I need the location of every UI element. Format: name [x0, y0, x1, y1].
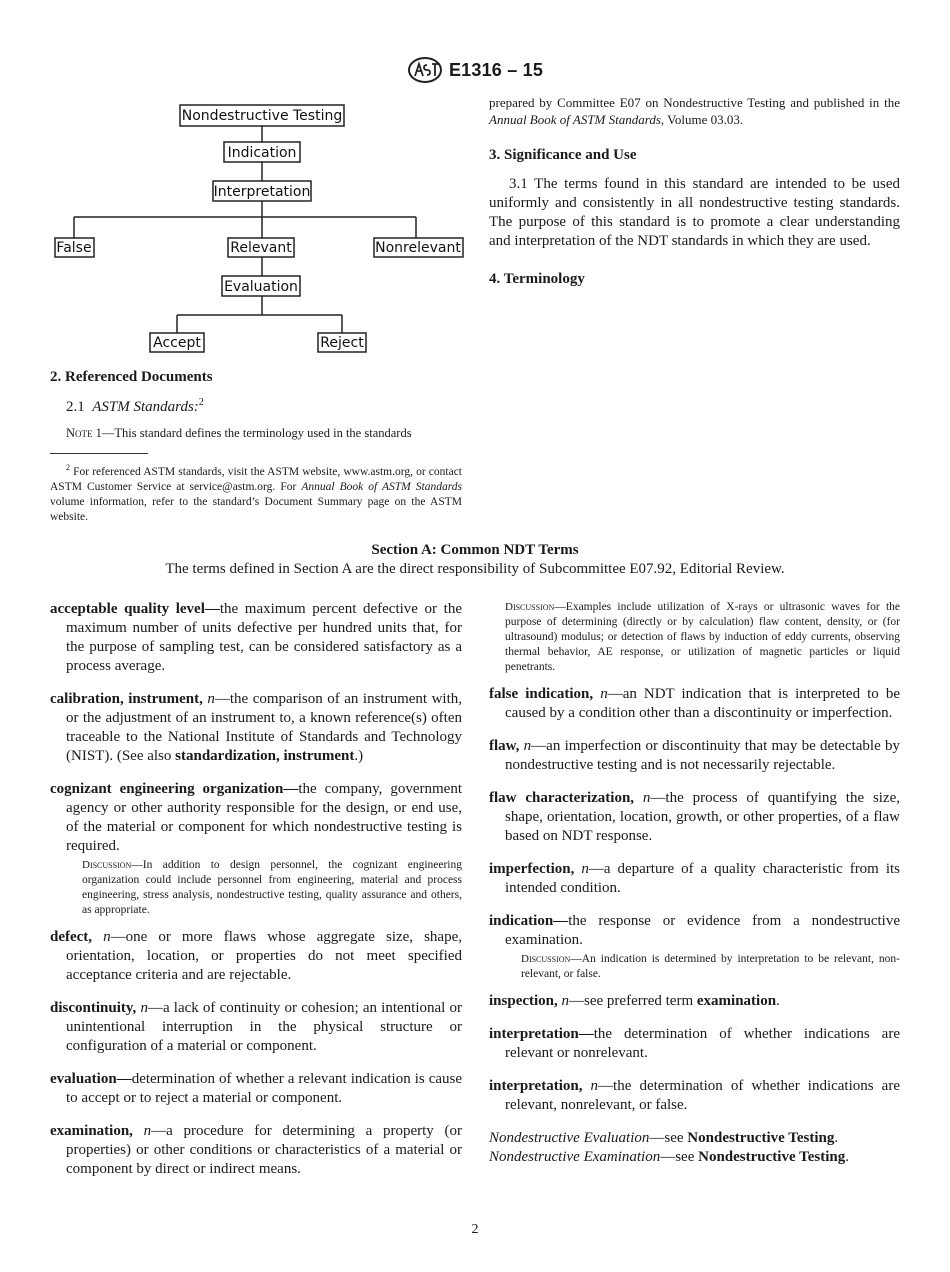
footnote-2: [50, 460, 462, 525]
term-name: calibration, instrument,: [50, 691, 203, 707]
flow-label-nonrelevant: Nonrelevant: [375, 240, 461, 256]
term-nondestructive-evaluation: [489, 1129, 900, 1148]
term-name: imperfection,: [489, 861, 575, 877]
term-definition: determination of whether a relevant indication is cause to accept or to reject a material or component.: [66, 1071, 462, 1106]
discussion-text: —Examples include utilization of X-rays or ultrasonic waves for the purpose of determining (directly or by calculation) flaw content, density, or (for ultrasound) modulus; or detection of flaws by induction of eddy currents, observing thermal behavior, AE response, or utilization of magnetic particles or liquid penetrants.: [505, 601, 900, 673]
discussion-label: Discussion: [521, 953, 571, 965]
term-definition: the response or evidence from a nondestructive examination.: [505, 913, 900, 948]
section-3-1: 3.1 The terms found in this standard are intended to be used uniformly and consistently in all nondestructive testing standards. The purpose of this standard is to promote a clear understanding and interpretation of the NDT standards in which they are used.: [489, 176, 900, 249]
flow-label-relevant: Relevant: [230, 240, 292, 256]
term-definition: —a departure of a quality characteristic from its intended condition.: [505, 861, 900, 896]
terms-right-column: [489, 600, 900, 1167]
term-inspection: [489, 992, 900, 1011]
term-definition: —the process of quantifying the size, shape, orientation, location, growth, or other properties, of a flaw based on NDT response.: [505, 790, 901, 844]
part-of-speech: n: [590, 1078, 599, 1094]
page-number: 2: [471, 1222, 479, 1237]
flow-label-evaluation: Evaluation: [224, 279, 298, 295]
term-name: inspection,: [489, 993, 558, 1009]
part-of-speech: n: [600, 686, 608, 702]
term-definition-end: .: [834, 1130, 839, 1146]
term-definition: —see preferred term: [569, 993, 697, 1009]
footnote-2-text-a: For referenced ASTM standards, visit the ASTM website, www.astm.org, or contact ASTM Customer Service at service@astm.org. For: [50, 465, 462, 493]
footnote-2-marker: 2: [66, 463, 70, 472]
part-of-speech: n: [143, 1123, 152, 1139]
terms-left-column: [50, 600, 462, 1193]
discussion-text: —In addition to design personnel, the cognizant engineering organization could include personnel from engineering, material and process engineering, stress analysis, nondestructive testing, quality assurance and others, as appropriate.: [82, 859, 462, 916]
continuation-text-a: prepared by Committee E07 on Nondestructive Testing and published in the: [489, 95, 900, 110]
part-of-speech: n: [561, 993, 570, 1009]
term-defect: [50, 928, 462, 985]
section-2-1-text: ASTM Standards:: [92, 399, 199, 415]
term-acceptable-quality-level: [50, 600, 462, 676]
term-name: flaw characterization,: [489, 790, 635, 806]
document-designation: E1316 – 15: [448, 59, 544, 80]
note-1: [50, 425, 462, 441]
part-of-speech: n: [207, 691, 215, 707]
discussion: [505, 952, 900, 982]
term-evaluation: [50, 1070, 462, 1108]
part-of-speech: n: [103, 929, 111, 945]
term-indication: [489, 912, 900, 982]
section-a-subtitle: The terms defined in Section A are the direct responsibility of Subcommittee E07.92, Editorial Review.: [165, 561, 785, 577]
term-definition: —an NDT indication that is interpreted to be caused by a condition other than a discontinuity or imperfection.: [505, 686, 900, 721]
term-name: evaluation—: [50, 1071, 132, 1087]
term-definition: —an imperfection or discontinuity that may be detectable by nondestructive testing and is not necessarily rejectable.: [505, 738, 901, 773]
committee-continuation: [489, 94, 900, 128]
term-name: interpretation—: [489, 1026, 594, 1042]
left-top-column: [50, 368, 462, 525]
term-calibration-instrument: [50, 690, 462, 766]
continuation-book-title: Annual Book of ASTM Standards: [489, 112, 661, 127]
term-interpretation: [489, 1025, 900, 1063]
term-name: acceptable quality level—: [50, 601, 220, 617]
section-a-header: [0, 541, 950, 579]
term-interpretation-noun: [489, 1077, 900, 1115]
footnote-2-text-b: volume information, refer to the standard’s Document Summary page on the ASTM website.: [50, 495, 462, 523]
examination-discussion: [489, 600, 900, 675]
page-header: [0, 56, 950, 84]
term-definition: —one or more flaws whose aggregate size, shape, orientation, location, or properties do not meet specified acceptance criteria and are rejectable.: [66, 929, 462, 983]
term-definition: —the comparison of an instrument with, or the adjustment of an instrument to, a known reference(s) often traceable to the National Institute of Standards and Technology (NIST). (See also: [66, 691, 462, 764]
term-name: indication—: [489, 913, 569, 929]
term-name: discontinuity,: [50, 1000, 137, 1016]
right-top-column: [489, 94, 900, 289]
term-name: false indication,: [489, 686, 594, 702]
discussion-text: —An indication is determined by interpretation to be relevant, non-relevant, or false.: [521, 953, 900, 980]
see-word: —see: [660, 1149, 699, 1165]
term-name: examination,: [50, 1123, 133, 1139]
term-definition: the determination of whether indications are relevant or nonrelevant.: [505, 1026, 900, 1061]
flow-label-interpretation: Interpretation: [213, 184, 311, 200]
note-1-text: —This standard defines the terminology used in the standards: [101, 426, 412, 440]
term-false-indication: [489, 685, 900, 723]
terminology-flowchart: [50, 100, 470, 360]
astm-logo-icon: [407, 56, 443, 84]
see-term: examination: [696, 993, 777, 1009]
section-2-heading: 2. Referenced Documents: [50, 369, 213, 385]
flow-label-reject: Reject: [320, 335, 364, 351]
term-definition: —the determination of whether indications are relevant, nonrelevant, or false.: [505, 1078, 900, 1113]
term-cognizant-engineering-organization: [50, 780, 462, 918]
term-definition: the company, government agency or other authority responsible for the design, or end use, of the material or component for which nondestructive testing is required.: [66, 781, 462, 854]
term-definition-end: .: [845, 1149, 849, 1165]
section-a-title: Section A: Common NDT Terms: [371, 542, 579, 558]
term-flaw: [489, 737, 900, 775]
term-name: interpretation,: [489, 1078, 583, 1094]
term-name: flaw,: [489, 738, 520, 754]
footnote-ref-2: 2: [198, 397, 204, 408]
term-definition-end: .): [354, 748, 364, 764]
footnote-divider: [50, 453, 148, 454]
see-also-term: standardization, instrument: [175, 748, 355, 764]
flow-label-ndt: Nondestructive Testing: [181, 108, 343, 124]
term-nondestructive-examination: [489, 1148, 900, 1167]
note-1-label: Note 1: [66, 426, 102, 440]
term-imperfection: [489, 860, 900, 898]
discussion-label: Discussion: [82, 859, 132, 871]
section-3-heading: 3. Significance and Use: [489, 147, 637, 163]
term-name: cognizant engineering organization—: [50, 781, 299, 797]
part-of-speech: n: [523, 738, 532, 754]
term-definition: the maximum percent defective or the maximum number of units defective per hundred units that, for the purpose of sampling test, can be considered satisfactory as a process average.: [66, 601, 462, 674]
flow-label-false: False: [56, 240, 92, 256]
flow-label-indication: Indication: [227, 145, 297, 161]
term-discontinuity: [50, 999, 462, 1056]
part-of-speech: n: [581, 861, 589, 877]
term-name: defect,: [50, 929, 93, 945]
term-name: Nondestructive Examination: [489, 1149, 661, 1165]
section-2-1-number: 2.1: [66, 399, 85, 415]
term-definition-end: .: [776, 993, 780, 1009]
term-name: Nondestructive Evaluation: [489, 1130, 650, 1146]
term-flaw-characterization: [489, 789, 900, 846]
flow-label-accept: Accept: [153, 335, 201, 351]
footnote-2-book-title: Annual Book of ASTM Standards: [301, 480, 462, 493]
see-term: Nondestructive Testing: [687, 1130, 835, 1146]
section-4-heading: 4. Terminology: [489, 271, 585, 287]
continuation-text-b: , Volume 03.03.: [660, 112, 744, 127]
term-examination: [50, 1122, 462, 1179]
part-of-speech: n: [140, 1000, 148, 1016]
section-2-1: [50, 393, 462, 417]
term-definition: —a procedure for determining a property (or properties) or other conditions or characteristics of a material or component by direct or indirect means.: [66, 1123, 462, 1177]
see-term: Nondestructive Testing: [698, 1149, 846, 1165]
discussion: [66, 858, 462, 918]
part-of-speech: n: [642, 790, 651, 806]
discussion-label: Discussion: [505, 601, 555, 613]
see-word: —see: [649, 1130, 688, 1146]
term-definition: —a lack of continuity or cohesion; an intentional or unintentional interruption in the physical structure or configuration of a material or component.: [66, 1000, 462, 1054]
